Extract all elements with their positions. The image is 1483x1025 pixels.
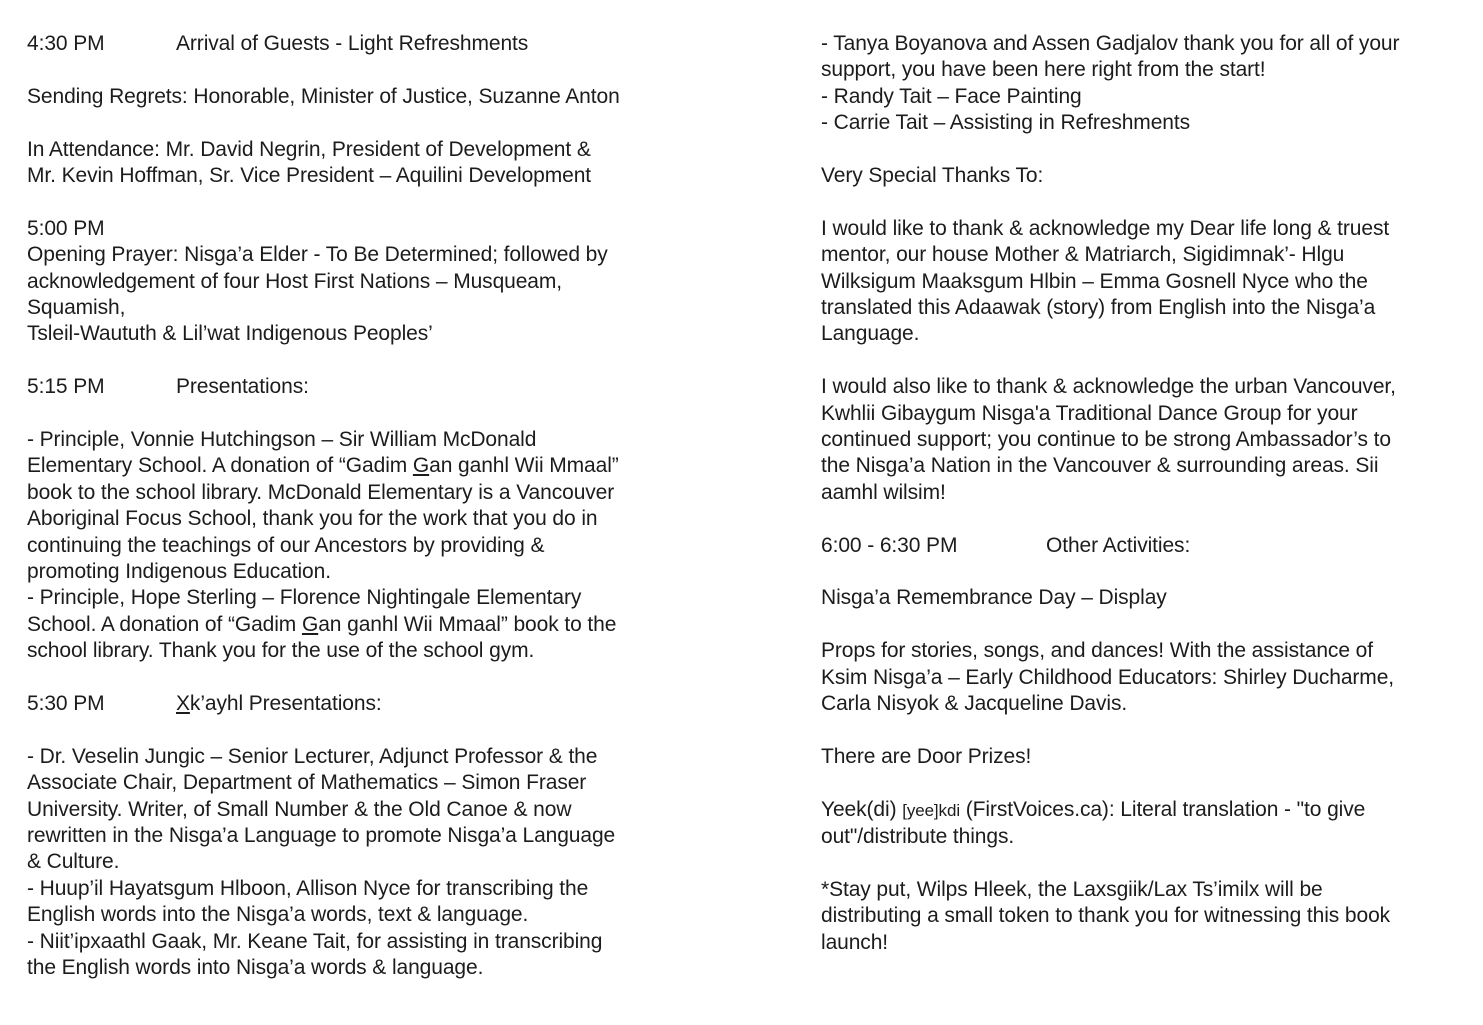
- xkayhl-heading: [27, 691, 707, 717]
- special-1-line-3: Wilksigum Maaksgum Hlbin – Emma Gosnell Nyce who the: [821, 269, 1368, 293]
- opening-time: 5:00 PM: [27, 216, 105, 240]
- other-activities-heading: [821, 533, 1471, 559]
- special-1-line-5: Language.: [821, 322, 920, 346]
- stay-line-3: launch!: [821, 930, 889, 954]
- presentation-2-line-3: school library. Thank you for the use of the school gym.: [27, 639, 535, 663]
- presentation-1-line-4: Aboriginal Focus School, thank you for the work that you do in: [27, 507, 598, 531]
- yeek-line-2: out"/distribute things.: [821, 825, 1015, 849]
- thanks-1-line-2: support, you have been here right from the start!: [821, 58, 1266, 82]
- xkayhl-1-line-1: - Dr. Veselin Jungic – Senior Lecturer, Adjunct Professor & the: [27, 744, 598, 768]
- underlined-letter: G: [412, 454, 430, 478]
- opening-line-1: Opening Prayer: Nisga’a Elder - To Be Determined; followed by: [27, 243, 608, 267]
- text-run: Yeek(di): [821, 797, 903, 821]
- special-2-line-2: Kwhlii Gibaygum Nisga'a Traditional Dance Group for your: [821, 401, 1358, 425]
- underlined-letter: g: [347, 612, 359, 636]
- other-activities-time: 6:00 - 6:30 PM: [821, 533, 958, 557]
- stay-line-2: distributing a small token to thank you for witnessing this book: [821, 904, 1391, 928]
- text-run: an: [318, 612, 348, 636]
- presentation-1-line-6: promoting Indigenous Education.: [27, 560, 331, 584]
- opening-line-3: Squamish,: [27, 296, 126, 320]
- remembrance-line: Nisga’a Remembrance Day – Display: [821, 586, 1167, 610]
- regrets-line: Sending Regrets: Honorable, Minister of Justice, Suzanne Anton: [27, 84, 620, 108]
- underlined-letter: X: [176, 692, 190, 716]
- xkayhl-2-line-2: English words into the Nisga’a words, text & language.: [27, 903, 529, 927]
- props-line-2: Ksim Nisga’a – Early Childhood Educators: Shirley Ducharme,: [821, 665, 1395, 689]
- props-line-3: Carla Nisyok & Jacqueline Davis.: [821, 692, 1128, 716]
- text-run: anhl Wii Mmaal” book to the: [358, 612, 617, 636]
- presentation-1-line-1: - Principle, Vonnie Hutchingson – Sir William McDonald: [27, 428, 537, 452]
- xkayhl-1-line-4: rewritten in the Nisga’a Language to promote Nisga’a Language: [27, 824, 616, 848]
- pronunciation: [yee]kdi: [902, 800, 960, 820]
- attendance-line-1: In Attendance: Mr. David Negrin, President of Development &: [27, 137, 591, 161]
- attendance-line-2: Mr. Kevin Hoffman, Sr. Vice President – Aquilini Development: [27, 164, 592, 187]
- xkayhl-1-line-5: & Culture.: [27, 850, 120, 874]
- text-run: (FirstVoices.ca): Literal translation - "to give: [960, 797, 1366, 821]
- text-run: an: [429, 454, 459, 478]
- xkayhl-1-line-2: Associate Chair, Department of Mathematics – Simon Fraser: [27, 771, 587, 795]
- xkayhl-3-line-1: - Niit’ipxaathl Gaak, Mr. Keane Tait, for assisting in transcribing: [27, 929, 603, 953]
- thanks-2: - Randy Tait – Face Painting: [821, 84, 1082, 108]
- presentations-label: Presentations:: [176, 375, 309, 399]
- special-2-line-4: the Nisga’a Nation in the Vancouver & surrounding areas. Sii: [821, 454, 1379, 478]
- xkayhl-2-line-1: - Huup’il Hayatsgum Hlboon, Allison Nyce for transcribing the: [27, 876, 589, 900]
- thanks-3: - Carrie Tait – Assisting in Refreshments: [821, 111, 1190, 135]
- presentations-time: 5:15 PM: [27, 375, 105, 399]
- yeek-line-1: [821, 797, 1471, 824]
- opening-line-2: acknowledgement of four Host First Nations – Musqueam,: [27, 269, 563, 293]
- text-run: School. A donation of “Gadim: [27, 612, 302, 636]
- presentation-2-line-2: [27, 612, 707, 638]
- right-column: [821, 31, 1471, 956]
- text-run: anhl Wii Mmaal”: [469, 454, 619, 478]
- props-line-1: Props for stories, songs, and dances! With the assistance of: [821, 639, 1373, 663]
- special-1-line-4: translated this Adaawak (story) from English into the Nisga’a: [821, 296, 1376, 320]
- presentations-heading: [27, 374, 707, 400]
- arrival-time: 4:30 PM: [27, 32, 105, 55]
- stay-line-1: *Stay put, Wilps Hleek, the Laxsgiik/Lax Ts’imilx will be: [821, 877, 1323, 901]
- opening-line-4: Tsleil-Waututh & Lil’wat Indigenous Peoples’: [27, 322, 433, 346]
- presentation-1-line-5: continuing the teachings of our Ancestors by providing &: [27, 533, 545, 557]
- underlined-letter: g: [458, 454, 470, 478]
- presentation-2-line-1: - Principle, Hope Sterling – Florence Nightingale Elementary: [27, 586, 582, 610]
- special-1-line-1: I would like to thank & acknowledge my Dear life long & truest: [821, 216, 1390, 240]
- special-thanks-heading: Very Special Thanks To:: [821, 164, 1044, 188]
- arrival-line: [27, 31, 707, 57]
- xkayhl-time: 5:30 PM: [27, 692, 105, 716]
- presentation-1-line-3: book to the school library. McDonald Elementary is a Vancouver: [27, 480, 615, 504]
- special-1-line-2: mentor, our house Mother & Matriarch, Sigidimnak’- Hlgu: [821, 243, 1345, 267]
- thanks-1-line-1: - Tanya Boyanova and Assen Gadjalov thank you for all of your: [821, 32, 1400, 55]
- xkayhl-3-line-2: the English words into Nisga’a words & language.: [27, 956, 484, 980]
- xkayhl-label: k’ayhl Presentations:: [189, 692, 382, 716]
- underlined-letter: G: [301, 612, 319, 636]
- presentation-1-line-2: [27, 453, 707, 479]
- arrival-label: Arrival of Guests - Light Refreshments: [176, 32, 529, 55]
- left-column: [27, 31, 707, 982]
- special-2-line-1: I would also like to thank & acknowledge the urban Vancouver,: [821, 375, 1396, 399]
- door-prizes-line: There are Door Prizes!: [821, 744, 1032, 768]
- special-2-line-5: aamhl wilsim!: [821, 480, 946, 504]
- xkayhl-1-line-3: University. Writer, of Small Number & the Old Canoe & now: [27, 797, 572, 821]
- other-activities-label: Other Activities:: [1046, 533, 1191, 557]
- text-run: Elementary School. A donation of “Gadim: [27, 454, 413, 478]
- special-2-line-3: continued support; you continue to be strong Ambassador’s to: [821, 428, 1391, 452]
